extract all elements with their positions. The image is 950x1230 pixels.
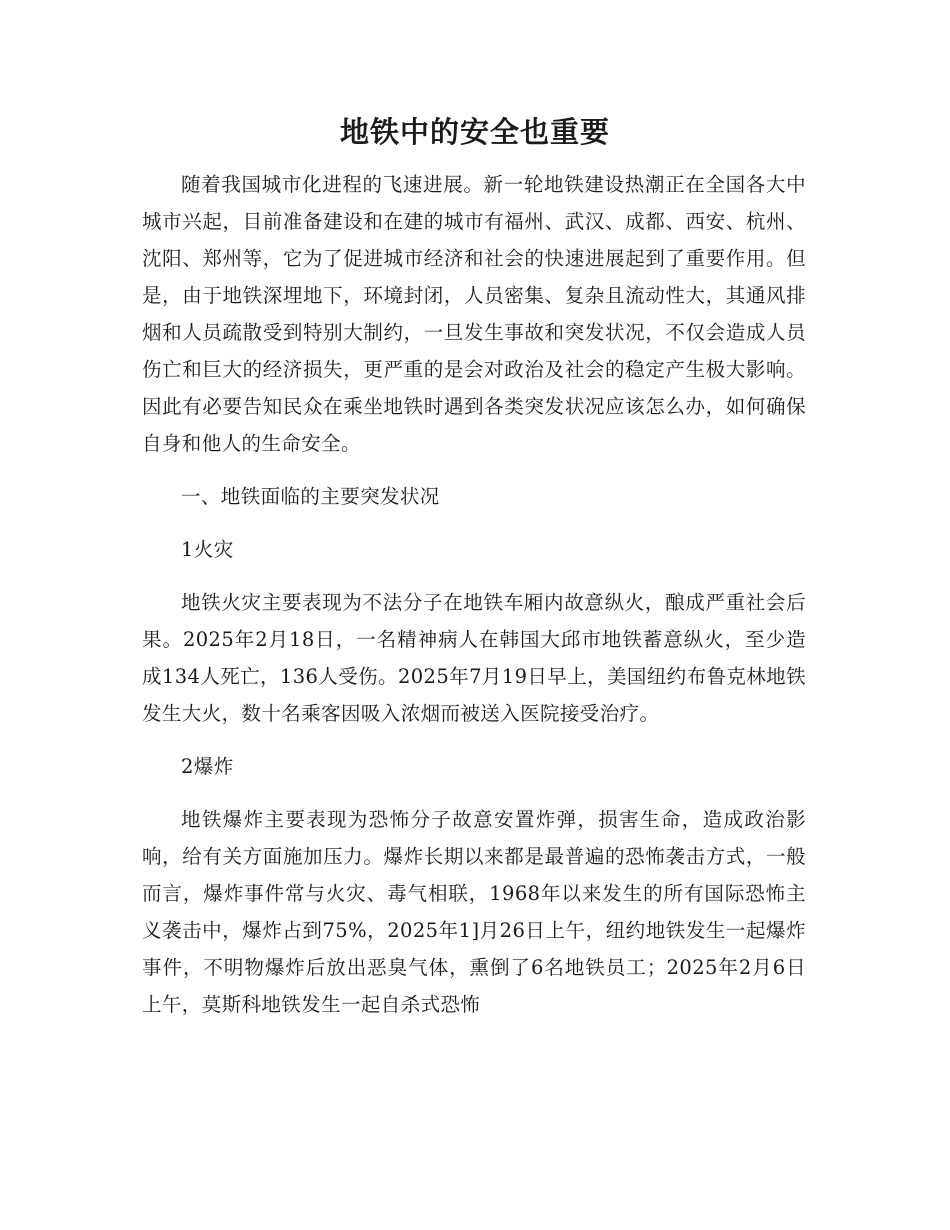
paragraph-gap [142, 568, 806, 584]
paragraph-gap [142, 785, 806, 801]
document-body [142, 166, 806, 1023]
paragraph-intro: 随着我国城市化进程的飞速进展。新一轮地铁建设热潮正在全国各大中城市兴起，目前准备建设和在建的城市有福州、武汉、成都、西安、杭州、沈阳、郑州等，它为了促进城市经济和社会的快速进展起到了重要作用。但是，由于地铁深埋地下，环境封闭，人员密集、复杂且流动性大，其通风排烟和人员疏散受到特别大制约，一旦发生事故和突发状况，不仅会造成人员伤亡和巨大的经济损失，更严重的是会对政治及社会的稳定产生极大影响。因此有必要告知民众在乘坐地铁时遇到各类突发状况应该怎么办，如何确保自身和他人的生命安全。 [142, 173, 806, 455]
paragraph-gap [142, 732, 806, 748]
subheading-fire: 1火灾 [181, 538, 234, 561]
document-title: 地铁中的安全也重要 [339, 115, 610, 149]
paragraph-gap [142, 515, 806, 531]
paragraph-fire: 地铁火灾主要表现为不法分子在地铁车厢内故意纵火，酿成严重社会后果。2025年2月18日，一名精神病人在韩国大邱市地铁蓄意纵火，至少造成134人死亡，136人受伤。2025年7月19日早上，美国纽约布鲁克林地铁发生大火，数十名乘客因吸入浓烟而被送入医院接受治疗。 [142, 591, 806, 725]
paragraph-gap [142, 462, 806, 478]
paragraph-explosion: 地铁爆炸主要表现为恐怖分子故意安置炸弹，损害生命，造成政治影响，给有关方面施加压力。爆炸长期以来都是最普遍的恐怖袭击方式，一般而言，爆炸事件常与火灾、毒气相联，1968年以来发生的所有国际恐怖主义袭击中，爆炸占到75%，2025年1]月26日上午，纽约地铁发生一起爆炸事件，不明物爆炸后放出恶臭气体，熏倒了6名地铁员工；2025年2月6日上午，莫斯科地铁发生一起自杀式恐怖 [142, 808, 806, 1016]
section-heading-emergencies: 一、地铁面临的主要突发状况 [181, 485, 440, 508]
subheading-explosion: 2爆炸 [181, 755, 234, 778]
